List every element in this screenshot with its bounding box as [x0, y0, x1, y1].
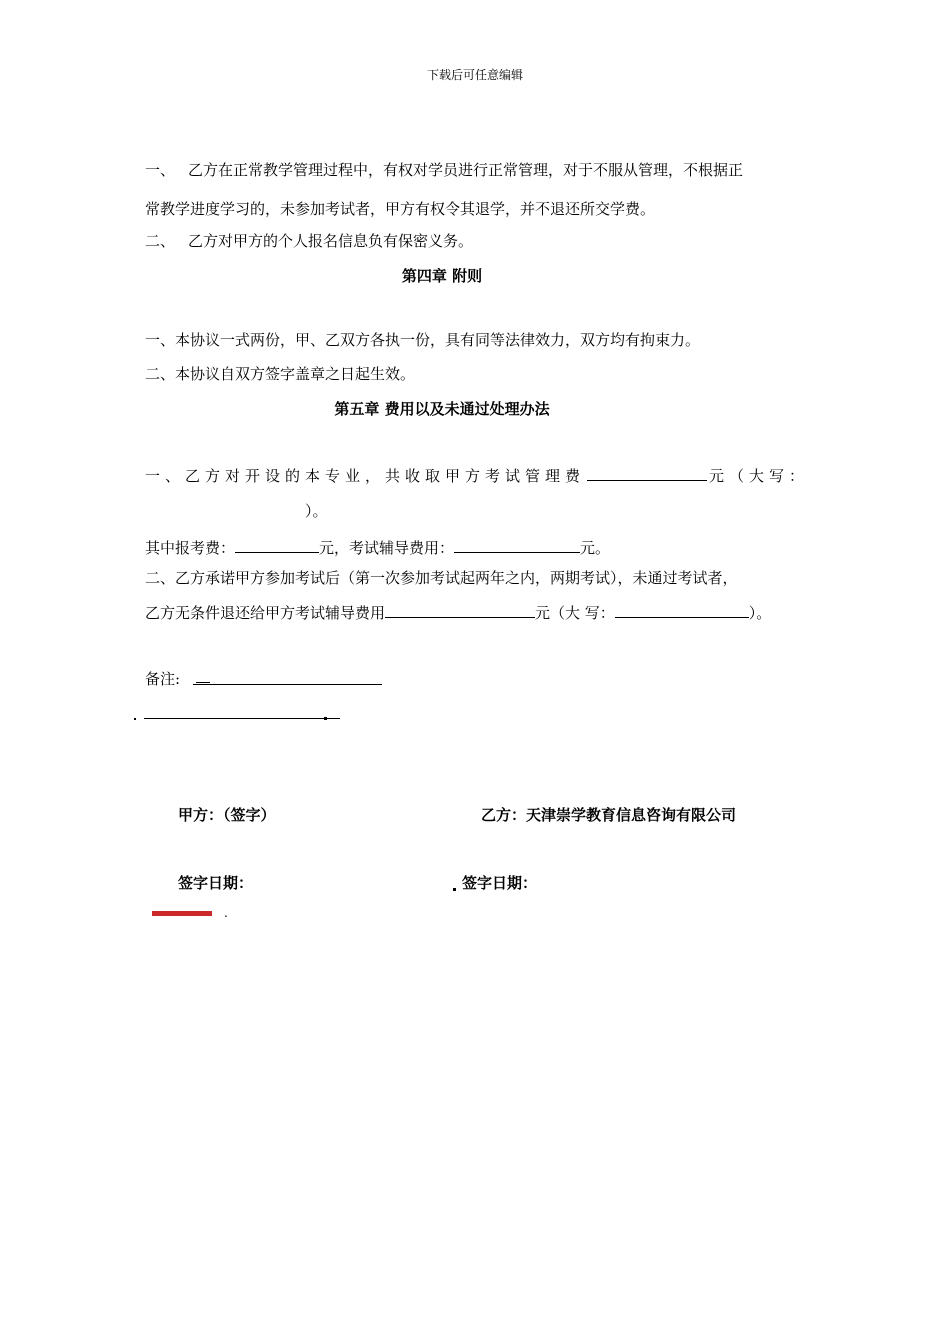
- tutoring-fee-label: 元，考试辅导费用：: [319, 539, 455, 557]
- party-b-sign-date: 签字日期：: [462, 874, 538, 892]
- refund-amount-blank[interactable]: [385, 601, 535, 618]
- page-header: 下载后可任意编辑: [426, 68, 523, 82]
- clause-2-number: 二、: [145, 232, 176, 250]
- remarks-dash: [196, 682, 210, 683]
- clause-1-number: 一、: [145, 161, 176, 179]
- exam-fee-blank[interactable]: [235, 536, 319, 553]
- fee-total-blank[interactable]: [587, 464, 707, 481]
- tutoring-fee-blank[interactable]: [454, 536, 580, 553]
- remarks-dot-right: [324, 717, 327, 720]
- fee-total-label: 一、乙方对开设的本专业，共收取甲方考试管理费: [145, 467, 586, 485]
- refund-suffix: ）。: [748, 604, 772, 622]
- clause-1-line-1: [145, 160, 743, 180]
- refund-capital-label: 元（大 写：: [535, 604, 615, 622]
- party-a-sign-date: 签字日期：: [178, 874, 254, 892]
- red-stamp-mark: [152, 911, 212, 916]
- date-separator-dot: [453, 888, 456, 891]
- party-a-signature: 甲方：（签字）: [178, 806, 276, 824]
- remarks-blank-line[interactable]: [193, 684, 382, 685]
- remarks-second-line[interactable]: [144, 718, 340, 719]
- fee-total-close: ）。: [305, 502, 328, 520]
- chapter-5-title: 第五章 费用以及未通过处理办法: [334, 400, 550, 418]
- fee-breakdown: [145, 536, 610, 558]
- chapter-4-item-1: 一、本协议一式两份，甲、乙双方各执一份，具有同等法律效力，双方均有拘束力。: [145, 331, 701, 349]
- chapter-5-item-1: [145, 464, 809, 486]
- fee-total-suffix: 元（大写：: [709, 467, 810, 485]
- clause-2: [145, 231, 473, 251]
- clause-1-line-2: 常教学进度学习的，未参加考试者，甲方有权令其退学，并不退还所交学费。: [145, 200, 656, 218]
- clause-2-text: 乙方对甲方的个人报名信息负有保密义务。: [188, 232, 474, 250]
- clause-1-text: 乙方在正常教学管理过程中，有权对学员进行正常管理，对于不服从管理，不根据正: [188, 161, 744, 179]
- chapter-4-title: 第四章 附则: [401, 267, 483, 285]
- remarks-dot-left: [134, 718, 136, 720]
- fee-breakdown-suffix: 元。: [580, 539, 611, 557]
- remarks-label: 备注:: [145, 670, 181, 688]
- exam-fee-label: 其中报考费：: [145, 539, 236, 557]
- refund-label: 乙方无条件退还给甲方考试辅导费用: [145, 604, 386, 622]
- footer-mark: .: [224, 906, 228, 920]
- chapter-4-item-2: 二、本协议自双方签字盖章之日起生效。: [145, 365, 416, 383]
- chapter-5-item-2-line-2: [145, 601, 771, 623]
- chapter-5-item-2-line-1: 二、乙方承诺甲方参加考试后（第一次参加考试起两年之内，两期考试），未通过考试者，: [145, 569, 738, 587]
- party-b-signature: 乙方：天津崇学教育信息咨询有限公司: [481, 806, 737, 824]
- refund-capital-blank[interactable]: [615, 601, 749, 618]
